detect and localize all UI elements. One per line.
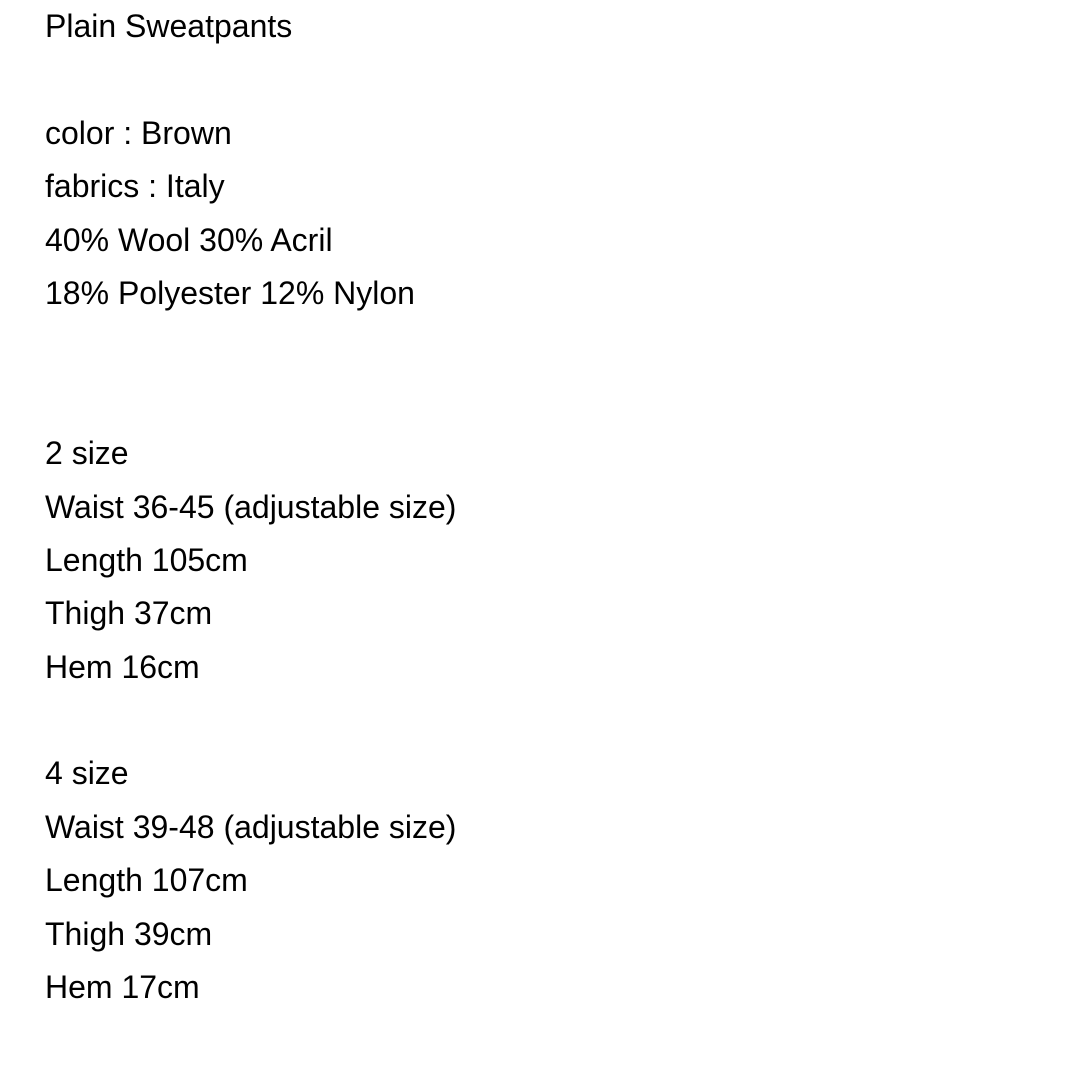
- size-block-2: [45, 427, 1045, 694]
- product-title: Plain Sweatpants: [45, 8, 293, 44]
- color-line: color : Brown: [45, 114, 232, 151]
- spacer: [45, 53, 1045, 106]
- spacer: [45, 694, 1045, 747]
- fabrics-line: fabrics : Italy: [45, 168, 225, 205]
- size-heading: 2 size: [45, 435, 129, 472]
- size-heading: 4 size: [45, 755, 129, 792]
- composition-line-2: 18% Polyester 12% Nylon: [45, 274, 415, 311]
- hem-line: Hem 17cm: [45, 969, 200, 1006]
- length-line: Length 107cm: [45, 862, 248, 899]
- waist-line: Waist 36-45 (adjustable size): [45, 488, 457, 525]
- specs-block: [45, 107, 1045, 321]
- hem-line: Hem 16cm: [45, 648, 200, 685]
- composition-line-1: 40% Wool 30% Acril: [45, 221, 333, 258]
- length-line: Length 105cm: [45, 541, 248, 578]
- thigh-line: Thigh 37cm: [45, 595, 213, 632]
- size-block-4: [45, 747, 1045, 1014]
- waist-line: Waist 39-48 (adjustable size): [45, 808, 457, 845]
- spacer: [45, 320, 1045, 427]
- thigh-line: Thigh 39cm: [45, 915, 213, 952]
- product-description: [45, 0, 1045, 1014]
